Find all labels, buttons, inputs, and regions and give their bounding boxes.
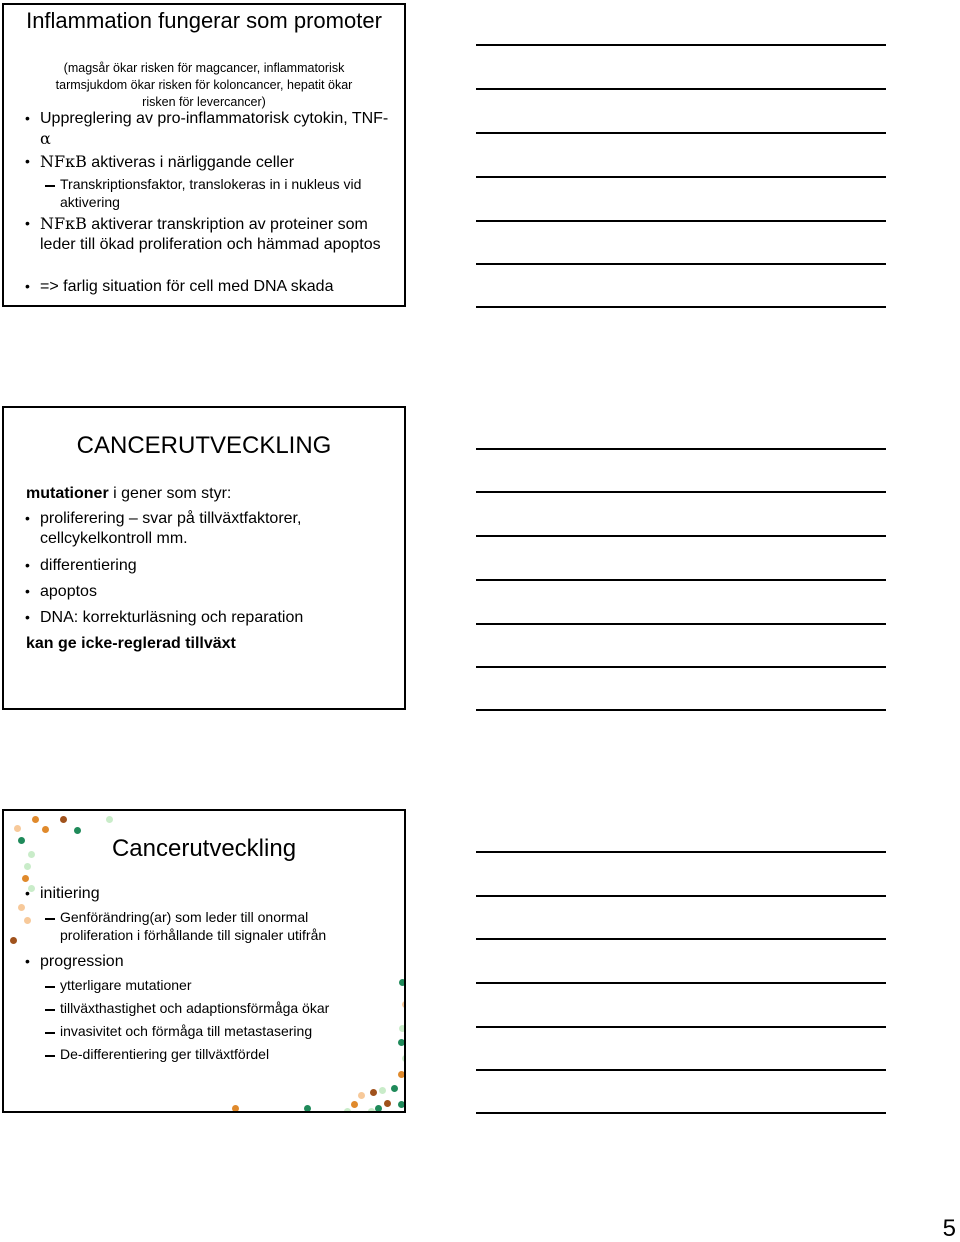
note-line [476,982,886,984]
sub-bullet-item: ytterligare mutationer [60,977,394,995]
conclusion-text: kan ge icke-reglerad tillväxt [26,635,236,652]
decorative-dot [398,1071,405,1078]
note-line [476,938,886,940]
decorative-dot [344,1108,351,1113]
decorative-dot [368,1108,375,1113]
sub-bullet-item: invasivitet och förmåga till metastasering [60,1023,394,1041]
slide-title: Cancerutveckling [111,835,297,862]
note-line [476,895,886,897]
sub-bullet-item: De-differentiering ger tillväxtfördel [60,1046,394,1064]
bullet-item: • NFκB aktiverar transkription av proteiner som leder till ökad proliferation och hämmad apoptos [40,214,394,254]
decorative-dot [399,979,406,986]
decorative-dot [60,816,67,823]
note-line [476,623,886,625]
bullet-item: • DNA: korrekturläsning och reparation [40,608,394,628]
decorative-dot [379,1087,386,1094]
decorative-dot [42,826,49,833]
note-line [476,306,886,308]
decorative-dot [10,937,17,944]
sub-bullet-item: Genförändring(ar) som leder till onormal proliferation i förhållande till signaler utifrån [60,909,364,944]
note-line [476,448,886,450]
decorative-dot [18,904,25,911]
decorative-dot [24,917,31,924]
slide-title: Inflammation fungerar som promoter [26,8,382,33]
note-line [476,491,886,493]
slide-inflammation [2,3,406,307]
decorative-dot [370,1089,377,1096]
bullet-item: • progression [40,952,394,972]
decorative-dot [398,1101,405,1108]
decorative-dot [358,1092,365,1099]
intro-text: mutationer i gener som styr: [26,485,232,502]
note-line [476,851,886,853]
decorative-dot [402,1055,406,1062]
note-line [476,263,886,265]
note-line [476,176,886,178]
decorative-dot [28,885,35,892]
slide-cancerutveckling [2,809,406,1113]
note-line [476,132,886,134]
note-line [476,220,886,222]
decorative-dot [375,1105,382,1112]
page-number: 5 [942,1215,956,1242]
slide-subtitle: (magsår ökar risken för magcancer, inflammatorisk tarmsjukdom ökar risken för koloncancer, hepatit ökar risken för levercancer) [55,61,353,109]
decorative-dot [24,863,31,870]
bullet-item: • => farlig situation för cell med DNA skada [40,277,394,297]
note-line [476,88,886,90]
decorative-dot [28,851,35,858]
bullet-item: • differentiering [40,556,394,576]
note-line [476,44,886,46]
note-line [476,1112,886,1114]
bullet-item: • initiering [40,884,394,904]
decorative-dot [232,1105,239,1112]
decorative-dot [14,825,21,832]
note-line [476,1026,886,1028]
bullet-item: • Uppreglering av pro-inflammatorisk cytokin, TNF-α [40,109,394,149]
decorative-dot [106,816,113,823]
decorative-dot [32,816,39,823]
note-line [476,535,886,537]
decorative-dot [351,1101,358,1108]
decorative-dot [22,875,29,882]
sub-bullet-item: Transkriptionsfaktor, translokeras in i nukleus vid aktivering [60,176,394,211]
note-line [476,666,886,668]
decorative-dot [399,1025,406,1032]
sub-bullet-item: tillväxthastighet och adaptionsförmåga ökar [60,1000,394,1018]
decorative-dot [304,1105,311,1112]
note-line [476,709,886,711]
decorative-dot [402,1001,406,1008]
note-line [476,1069,886,1071]
decorative-dot [398,1039,405,1046]
decorative-dot [74,827,81,834]
slide-cancerutveckling-caps [2,406,406,710]
slide-title: CANCERUTVECKLING [76,432,332,459]
bullet-item: • proliferering – svar på tillväxtfaktorer, cellcykelkontroll mm. [40,509,394,548]
bullet-item: • apoptos [40,582,394,602]
decorative-dot [391,1085,398,1092]
bullet-item: • NFκB aktiveras i närliggande celler [40,152,394,173]
decorative-dot [384,1100,391,1107]
decorative-dot [18,837,25,844]
note-line [476,579,886,581]
